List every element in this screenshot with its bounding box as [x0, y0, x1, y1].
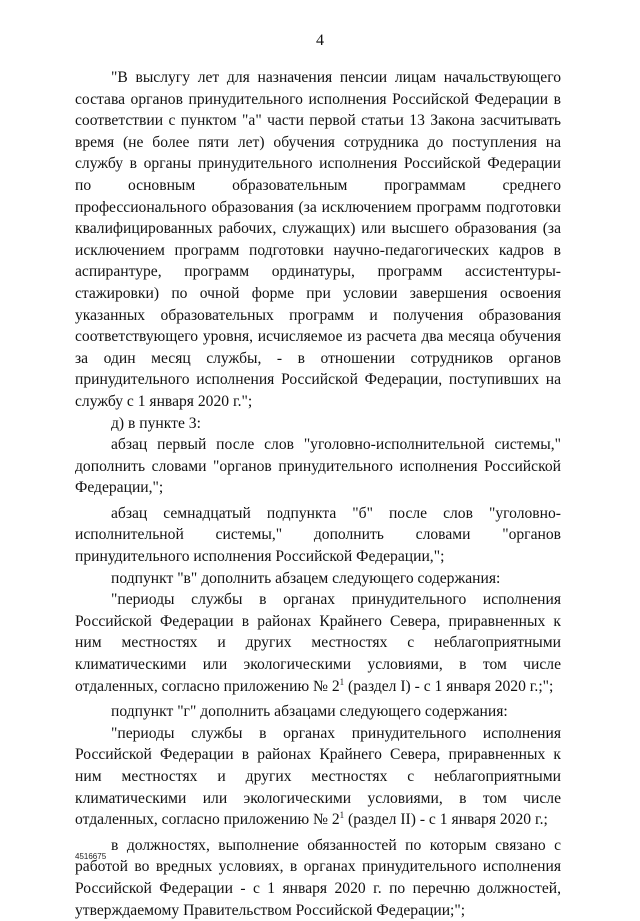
document-body [75, 67, 561, 921]
superscript-1: 1 [339, 676, 345, 687]
paragraph-seventeenth-abzac: абзац семнадцатый подпункта "б" после слов "уголовно-исполнительной системы," дополнить словами "органов принудительного исполнения Российской Федерации,"; [75, 504, 561, 566]
paragraph-periods-section-1 [75, 589, 561, 697]
page-number: 4 [316, 32, 324, 49]
paragraph-first-abzac: абзац первый после слов "уголовно-исполнительной системы," дополнить словами "органов принудительного исполнения Российской Федерации,"; [75, 436, 561, 497]
paragraph-pension-clause: "В выслугу лет для назначения пенсии лицам начальствующего состава органов принудительного исполнения Российской Федерации в соответствии с пунктом "а" части первой статьи 13 Закона засчитывать время (не более пяти лет) обучения сотрудника до поступления на службу в органы принудительного исполнения Российской Федерации по основным образовательным программам среднего профессионального образования (за исключением программ подготовки квалифицированных рабочих, служащих) или высшего образования (за исключением программ подготовки научно-педагогических кадров в аспирантуре, программ ординатуры, программ ассистентуры-стажировки) по очной форме при условии завершения освоения указанных образовательных программ и получения образования соответствующего уровня, исчисляемое из расчета два месяца обучения за один месяц службы, - в отношении сотрудников органов принудительного исполнения Российской Федерации, поступивших на службу с 1 января 2020 г."; [75, 69, 561, 410]
periods-section-1-text: "периоды службы в органах принудительного исполнения Российской Федерации в районах Крайнего Севера, приравненных к ним местностях и других местностях с неблагоприятными климатическими или экологическими условиями, в том числе отдаленных, согласно приложению № 2 [75, 591, 561, 695]
paragraph-subitem-g: подпункт "г" дополнить абзацами следующего содержания: [111, 703, 508, 721]
periods-section-2-tail: (раздел II) - с 1 января 2020 г.; [348, 811, 548, 829]
paragraph-periods-section-2 [75, 723, 561, 831]
superscript-2: 1 [339, 810, 345, 820]
periods-section-1-tail: (раздел I) - с 1 января 2020 г.;"; [348, 677, 554, 695]
periods-section-2-text: "периоды службы в органах принудительного исполнения Российской Федерации в районах Крайнего Севера, приравненных к ним местностях и других местностях с неблагоприятными климатическими или экологическими условиями, в том числе отдаленных, согласно приложению № 2 [75, 724, 561, 829]
paragraph-item-d: д) в пункте 3: [111, 414, 201, 432]
paragraph-harmful-conditions: в должностях, выполнение обязанностей по которым связано с работой во вредных условиях, в органах принудительного исполнения Российской Федерации - с 1 января 2020 г. по перечню должностей, утверждаемому Правительством Российской Федерации;"; [75, 836, 561, 919]
paragraph-subitem-v: подпункт "в" дополнить абзацем следующего содержания: [111, 569, 501, 587]
document-code: 4516675 [75, 852, 107, 861]
